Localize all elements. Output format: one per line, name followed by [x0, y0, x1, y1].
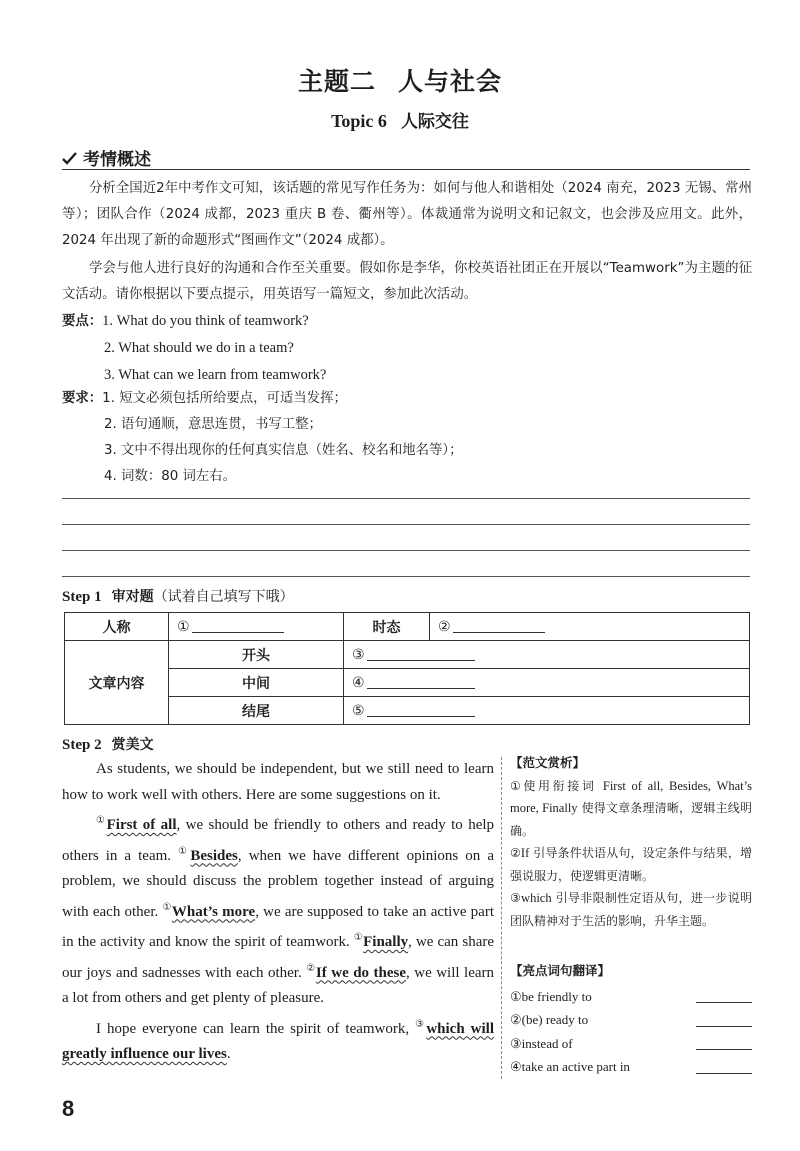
step2-heading: [62, 734, 154, 754]
translation-row: [510, 1032, 752, 1056]
translation-row: [510, 985, 752, 1009]
writing-line[interactable]: [62, 550, 750, 551]
phrase-text: ②(be) ready to: [510, 1012, 589, 1028]
step1-title: 审对题: [111, 589, 154, 605]
page-number: 8: [62, 1096, 75, 1121]
essay-text: , we should be friendly to others and ready to help others in a team.: [62, 817, 495, 864]
answer-blank[interactable]: [696, 1014, 752, 1027]
highlight-phrase: Finally: [363, 934, 409, 950]
topic-number: Topic 6: [331, 111, 387, 131]
requirement-text: 2. 语句通顺，意思连贯，书写工整；: [104, 417, 322, 432]
essay-paragraph: [62, 808, 494, 1012]
overview-heading-text: 考情概述: [83, 150, 151, 170]
item-number: ③: [510, 891, 522, 905]
step1-label: Step 1: [62, 589, 102, 605]
requirement-item: [62, 464, 752, 490]
highlight-phrase: Besides: [190, 847, 238, 864]
essay-text: , we will learn a lot from others and get plenty of pleasure.: [62, 964, 495, 1006]
annotation-marker: ①: [353, 932, 364, 943]
tense-label-cell: 时态: [344, 613, 430, 641]
section-label-cell: 结尾: [169, 697, 344, 725]
person-label-cell: 人称: [65, 613, 169, 641]
section-label-cell: 开头: [169, 641, 344, 669]
requirements-list: [62, 386, 752, 490]
essay-text: I hope everyone can learn the spirit of teamwork,: [96, 1020, 410, 1037]
item-number: ①: [510, 778, 524, 793]
step2-title: 赏美文: [111, 737, 154, 753]
overview-heading: [62, 145, 750, 170]
section-answer-cell[interactable]: [344, 697, 750, 725]
point-item: [62, 362, 752, 389]
requirement-text: 3. 文中不得出现你的任何真实信息（姓名、校名和地名等）；: [104, 443, 463, 458]
answer-blank[interactable]: [367, 674, 475, 689]
analysis-text: 使得文章条理清晰，逻辑主线明确。: [510, 801, 752, 838]
analysis-sidebar: [510, 752, 752, 932]
step1-heading: [62, 586, 294, 606]
requirement-text: 4. 词数：80 词左右。: [104, 469, 237, 484]
answer-blank[interactable]: [453, 618, 545, 633]
step2-label: Step 2: [62, 737, 102, 753]
topic-name: 人际交往: [400, 112, 469, 132]
blank-number: ②: [438, 619, 451, 635]
requirement-text: 1. 短文必须包括所给要点，可适当发挥；: [102, 391, 347, 406]
answer-blank[interactable]: [367, 702, 475, 717]
point-text: 2. What should we do in a team?: [104, 340, 294, 356]
checkmark-icon: [62, 150, 77, 170]
essay-text: .: [226, 1046, 231, 1062]
essay-paragraph: [62, 1012, 494, 1068]
blank-number: ④: [352, 675, 365, 691]
essay-paragraph: As students, we should be independent, but we still need to learn how to work well with others. Here are some suggestions on it.: [62, 761, 494, 803]
title-part-a: 主题二: [297, 67, 376, 96]
section-label-cell: 中间: [169, 669, 344, 697]
point-item: [62, 335, 752, 362]
point-item: [62, 308, 752, 335]
requirement-item: [62, 386, 752, 412]
analysis-text: 引导条件状语从句，设定条件与结果，增强说服力，使逻辑更清晰。: [510, 846, 752, 883]
annotation-marker: ①: [162, 901, 172, 913]
tense-answer-cell[interactable]: [430, 613, 750, 641]
translation-row: [510, 1056, 752, 1080]
essay-text: , when we have different opinions on a problem, we should discuss the problem together instead of arguing with each other.: [62, 847, 495, 920]
page-title: [0, 62, 800, 98]
annotation-marker: ②: [306, 962, 316, 974]
analysis-item: [510, 775, 752, 843]
translation-heading: 【亮点词句翻译】: [510, 963, 611, 978]
writing-line[interactable]: [62, 576, 750, 577]
analysis-item: [510, 887, 752, 932]
essay-text: , we are supposed to take an active part in the activity and know the spirit of teamwork.: [62, 903, 495, 950]
writing-line[interactable]: [62, 498, 750, 499]
person-answer-cell[interactable]: [169, 613, 344, 641]
model-essay: [62, 757, 494, 1068]
step1-hint: （试着自己填写下哦）: [153, 589, 294, 605]
phrase-text: ①be friendly to: [510, 988, 592, 1004]
item-number: ②: [510, 846, 521, 860]
analysis-english: First of all, Besides, What’s more, Finally: [510, 778, 752, 815]
translation-list: [510, 985, 752, 1079]
answer-blank[interactable]: [696, 1037, 752, 1050]
topic-subtitle: [0, 107, 800, 132]
answer-blank[interactable]: [696, 1061, 752, 1074]
highlight-phrase: What’s more: [171, 903, 256, 920]
analysis-table: [64, 612, 750, 725]
analysis-english: If: [520, 846, 530, 860]
translation-row: [510, 1009, 752, 1033]
points-label: 要点：: [62, 314, 103, 329]
analysis-english: which: [521, 891, 552, 905]
analysis-item: [510, 842, 752, 887]
analysis-heading: 【范文赏析】: [510, 755, 586, 770]
point-text: 3. What can we learn from teamwork?: [104, 367, 327, 383]
highlight-phrase: If we do these: [315, 964, 407, 981]
annotation-marker: ①: [178, 845, 191, 857]
requirement-item: [62, 438, 752, 464]
answer-blank[interactable]: [367, 646, 475, 661]
answer-blank[interactable]: [696, 990, 752, 1003]
section-answer-cell[interactable]: [344, 669, 750, 697]
highlight-phrase: which will greatly influence our lives: [62, 1020, 494, 1062]
translation-heading-wrap: [510, 960, 752, 983]
phrase-text: ④take an active part in: [510, 1059, 630, 1075]
points-list: [62, 308, 752, 389]
highlight-phrase: First of all: [106, 817, 177, 833]
writing-line[interactable]: [62, 524, 750, 525]
annotation-marker: ③: [415, 1018, 427, 1030]
overview-paragraph: 分析全国近2年中考作文可知，该话题的常见写作任务为：如何与他人和谐相处（2024 南充，2023 无锡、常州等）；团队合作（2024 成都，2023 重庆 B 卷、衢州等）。体裁通常为说明文和记叙文，也会涉及应用文。此外，2024 年出现了新的命题形式“图画作文”（2024 成都）。: [62, 181, 752, 248]
annotation-marker: ①: [96, 815, 107, 826]
analysis-text: 引导非限制性定语从句，进一步说明团队精神对于生活的影响，升华主题。: [510, 891, 752, 928]
answer-blank[interactable]: [192, 618, 284, 633]
analysis-text: 使用衔接词: [523, 778, 597, 793]
blank-number: ①: [177, 619, 190, 635]
section-answer-cell[interactable]: [344, 641, 750, 669]
title-part-b: 人与社会: [398, 67, 503, 96]
requirements-label: 要求：: [62, 391, 103, 406]
table-row: [65, 641, 750, 669]
task-paragraph: 学会与他人进行良好的沟通和合作至关重要。假如你是李华，你校英语社团正在开展以“Teamwork”为主题的征文活动。请你根据以下要点提示，用英语写一篇短文，参加此次活动。: [62, 261, 752, 302]
point-text: 1. What do you think of teamwork?: [102, 313, 309, 329]
requirement-item: [62, 412, 752, 438]
essay-text: , we can share our joys and sadnesses with each other.: [62, 934, 495, 981]
phrase-text: ③instead of: [510, 1035, 573, 1051]
column-divider: [501, 757, 502, 1079]
blank-number: ③: [352, 647, 365, 663]
content-label-cell: 文章内容: [65, 641, 169, 725]
table-row: [65, 613, 750, 641]
blank-number: ⑤: [352, 703, 365, 719]
